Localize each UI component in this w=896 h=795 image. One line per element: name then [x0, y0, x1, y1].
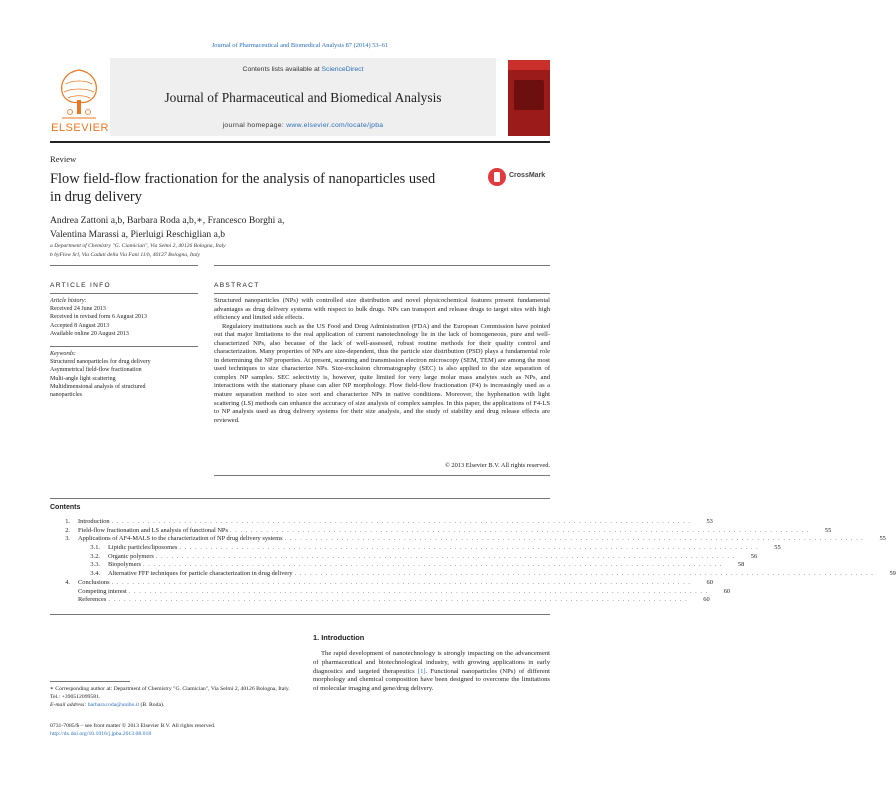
- footnote-rule: [50, 681, 130, 682]
- toc-page: 60: [723, 587, 731, 595]
- contents-rule-bottom: [50, 614, 550, 615]
- toc-number: 3.4.: [90, 570, 100, 578]
- toc-leader: . . . . . . . . . . . . . . . . . . . . . . . . . . . . . . . . . . . . . . . . . . . . . . . . . . . . . . . . . . . . . . . . . . . . . . . . . . . . . . . . . . . . . . . . . . . . . . . . . . . . . . . . . . . . . . . .: [284, 535, 864, 543]
- toc-page: 60: [706, 578, 713, 586]
- keywords-label: Keywords:: [50, 351, 76, 357]
- toc-leader: . . . . . . . . . . . . . . . . . . . . . . . . . . . . . . . . . . . . . . . . . . . . . . . . . . . . . . . . . . . . . . . . . . . . . . . . . . . . . . . . . . . . . . . . . . . . . . . . . . . . . . . . . . . . . . . .: [128, 587, 709, 595]
- keywords: [50, 350, 200, 399]
- toc-entry[interactable]: [50, 570, 896, 579]
- toc-leader: . . . . . . . . . . . . . . . . . . . . . . . . . . . . . . . . . . . . . . . . . . . . . . . . . . . . . . . . . . . . . . . . . . . . . . . . . . . . . . . . . . . . . . . . . . . . . . . . . . . . . . . . . . . . . . . .: [155, 552, 736, 560]
- toc-leader: . . . . . . . . . . . . . . . . . . . . . . . . . . . . . . . . . . . . . . . . . . . . . . . . . . . . . . . . . . . . . . . . . . . . . . . . . . . . . . . . . . . . . . . . . . . . . . . . . . . . . . . . . . . . . . . .: [111, 578, 691, 586]
- article-history: [50, 297, 200, 338]
- intro-text-before: The rapid development of nanotechnology is strongly impacting on the advancement of pharmaceutical and biotechnological industry, with growing applications in early diagnostics and targeted therapeutics: [313, 650, 550, 675]
- toc-leader: . . . . . . . . . . . . . . . . . . . . . . . . . . . . . . . . . . . . . . . . . . . . . . . . . . . . . . . . . . . . . . . . . . . . . . . . . . . . . . . . . . . . . . . . . . . . . . . . . . . . . . . . . . . . . . . .: [229, 526, 810, 534]
- author-list: [50, 214, 470, 242]
- keyword: nanoparticles: [50, 392, 82, 399]
- abstract-rule-2: [214, 293, 550, 294]
- toc-entry[interactable]: [50, 561, 745, 570]
- header-divider: [50, 141, 550, 143]
- toc-entry[interactable]: [50, 526, 832, 536]
- keyword: Structured nanoparticles for drug delivery: [50, 359, 151, 366]
- reference-link[interactable]: [1]: [417, 667, 426, 675]
- history-received: Received 24 June 2013: [50, 306, 106, 313]
- abstract-body: [214, 297, 550, 425]
- toc-number: 4.: [65, 578, 70, 586]
- authors-line-1: Andrea Zattoni a,b, Barbara Roda a,b,∗, Francesco Borghi a,: [50, 215, 285, 226]
- toc-entry[interactable]: [50, 587, 731, 597]
- toc-page: 55: [774, 544, 781, 552]
- keyword: Multi-angle light scattering: [50, 375, 116, 382]
- email-note: [50, 702, 290, 710]
- introduction-heading: 1. Introduction: [313, 633, 365, 642]
- sciencedirect-link[interactable]: ScienceDirect: [321, 66, 364, 73]
- toc-label: Conclusions: [70, 579, 112, 588]
- toc-label: Alternative FFF techniques for particle characterization in drug delivery: [100, 570, 295, 579]
- abstract-paragraph-2: Regulatory institutions such as the US Food and Drug Administration (FDA) and the European Commission have pointed out that major limitations to the real application of current nanotechnology lie in the lack of homogeneous, pure and well-characterized NPs, also because of the lack of well-assessed, robust routine methods for their quality control and characterization. Many properties of NPs are size-dependent, thus the particle size distribution (PSD) plays a fundamental role in determining the NP properties. At present, scanning and transmission electron microscopy (SEM, TEM) are among the most used techniques to size characterize NPs. Size-exclusion chromatography (SEC) is also applied to the size separation of complex NP samples. SEC selectivity is, however, quite limited for very large molar mass analytes such as NPs, and interactions with the stationary phase can alter NP morphology. Flow field-flow fractionation (F4) is increasingly used as a mature separation method to size sort and characterize NPs in native conditions. Moreover, the hyphenation with light scattering (LS) methods can enhance the accuracy of size analysis of complex samples. In this paper, the applications of F4-LS to NP analysis used as drug delivery systems for their size analysis, and the study of stability and drug release effects are reviewed.: [214, 322, 550, 424]
- homepage-prefix: journal homepage:: [222, 122, 287, 129]
- article-title: Flow field-flow fractionation for the analysis of nanoparticles used in drug delivery: [50, 171, 436, 205]
- toc-page: 55: [879, 535, 886, 543]
- introduction-paragraph: [313, 650, 550, 694]
- article-info-heading: ARTICLE INFO: [50, 282, 111, 289]
- contents-available-line: [110, 66, 496, 73]
- email-link[interactable]: barbara.roda@unibo.it: [87, 702, 140, 708]
- toc-label: Biopolymers: [100, 561, 143, 570]
- abstract-heading: ABSTRACT: [214, 282, 260, 289]
- crossmark-badge[interactable]: [488, 168, 550, 192]
- toc-page: 53: [706, 518, 713, 525]
- abstract-paragraph-1: Structured nanoparticles (NPs) with controlled size distribution and novel physicochemical features present fundamental advantages as drug delivery systems with respect to bulk drugs. NPs can transport and release drugs to target sites with high efficiency and limited side effects.: [214, 297, 550, 322]
- table-of-contents: [50, 518, 896, 605]
- toc-leader: . . . . . . . . . . . . . . . . . . . . . . . . . . . . . . . . . . . . . . . . . . . . . . . . . . . . . . . . . . . . . . . . . . . . . . . . . . . . . . . . . . . . . . . . . . . . . . . . . . . . . . . . . . . . . . . .: [179, 544, 759, 552]
- toc-page: 56: [750, 552, 758, 560]
- journal-homepage-line: [110, 122, 496, 129]
- toc-entry[interactable]: [50, 518, 713, 527]
- affiliation-b: b byFlow Srl, Via Caduti della Via Fani 11/b, 40127 Bologna, Italy: [50, 252, 201, 258]
- email-label: E-mail address:: [50, 702, 88, 708]
- toc-label: Competing interest: [50, 588, 129, 597]
- journal-cover-band: [508, 60, 550, 70]
- toc-entry[interactable]: [50, 578, 713, 588]
- history-revised: Received in revised form 6 August 2013: [50, 314, 147, 321]
- abstract-rule-top: [214, 265, 550, 266]
- corresponding-author-note: ∗ Corresponding author at: Department of Chemistry "G. Ciamician", Via Selmi 2, 40126 Bologna, Italy. Tel.: +390512099581.: [50, 686, 290, 700]
- toc-number: 2.: [65, 526, 70, 534]
- toc-leader: . . . . . . . . . . . . . . . . . . . . . . . . . . . . . . . . . . . . . . . . . . . . . . . . . . . . . . . . . . . . . . . . . . . . . . . . . . . . . . . . . . . . . . . . . . . . . . . . . . . . . . . . . . . . . . . .: [294, 570, 874, 578]
- authors-line-2: Valentina Marassi a, Pierluigi Reschiglian a,b: [50, 229, 226, 240]
- crossmark-icon: [488, 168, 506, 186]
- abstract-copyright: © 2013 Elsevier B.V. All rights reserved.: [444, 462, 550, 469]
- journal-title: Journal of Pharmaceutical and Biomedical Analysis: [164, 90, 442, 105]
- toc-number: 3.1.: [90, 544, 100, 552]
- toc-leader: . . . . . . . . . . . . . . . . . . . . . . . . . . . . . . . . . . . . . . . . . . . . . . . . . . . . . . . . . . . . . . . . . . . . . . . . . . . . . . . . . . . . . . . . . . . . . . . . . . . . . . . . . . . . . . . .: [111, 518, 691, 525]
- history-online: Available online 20 August 2013: [50, 330, 129, 337]
- email-suffix: (B. Roda).: [139, 702, 165, 708]
- journal-reference[interactable]: Journal of Pharmaceutical and Biomedical Analysis 87 (2014) 53–61: [211, 42, 389, 49]
- history-label: Article history:: [50, 298, 87, 304]
- info-rule-top: [50, 265, 198, 266]
- toc-entry[interactable]: [50, 535, 886, 544]
- toc-number: 3.2.: [90, 552, 100, 560]
- crossmark-label: CrossMark: [509, 172, 546, 179]
- info-rule-3: [50, 346, 198, 347]
- elsevier-wordmark: ELSEVIER: [51, 122, 109, 134]
- toc-page: 60: [703, 596, 710, 604]
- toc-label: Lipidic particles/liposomes: [100, 544, 179, 553]
- homepage-link[interactable]: www.elsevier.com/locate/jpba: [286, 122, 384, 129]
- contents-rule-top: [50, 498, 550, 499]
- doi-link[interactable]: http://dx.doi.org/10.1016/j.jpba.2013.08.018: [50, 731, 152, 737]
- toc-page: 55: [824, 526, 832, 534]
- keyword: Multidimensional analysis of structured: [50, 383, 146, 390]
- toc-number: 3.3.: [90, 561, 100, 569]
- section-label: Review: [50, 154, 77, 164]
- history-accepted: Accepted 8 August 2013: [50, 322, 110, 329]
- toc-label: References: [50, 596, 108, 605]
- toc-entry[interactable]: [50, 596, 710, 605]
- toc-label: Introduction: [70, 518, 112, 527]
- toc-entry[interactable]: [50, 552, 758, 562]
- contents-prefix: Contents lists available at: [242, 66, 322, 73]
- toc-entry[interactable]: [50, 544, 781, 553]
- abstract-rule-bottom: [214, 475, 550, 476]
- info-rule-2: [50, 293, 198, 294]
- affiliation-a: a Department of Chemistry "G. Ciamician", Via Selmi 2, 40126 Bologna, Italy: [50, 243, 226, 249]
- toc-page: 58: [737, 561, 745, 569]
- toc-page: 59: [889, 570, 896, 578]
- toc-label: Applications of AF4-MALS to the characterization of NP drug delivery systems: [70, 535, 285, 544]
- toc-number: 3.: [65, 535, 70, 543]
- intro-text-after: . Functional nanoparticles (NPs) of different morphology and chemical composition have been designed to overcome the limitations of molecular imaging and gene/drug delivery.: [313, 667, 550, 692]
- toc-label: Field-flow fractionation and LS analysis of functional NPs: [70, 527, 230, 536]
- toc-number: 1.: [65, 518, 70, 525]
- keyword: Asymmetrical field-flow fractionation: [50, 367, 142, 374]
- issn-line: 0731-7085/$ – see front matter © 2013 Elsevier B.V. All rights reserved.: [50, 723, 216, 729]
- toc-leader: . . . . . . . . . . . . . . . . . . . . . . . . . . . . . . . . . . . . . . . . . . . . . . . . . . . . . . . . . . . . . . . . . . . . . . . . . . . . . . . . . . . . . . . . . . . . . . . . . . . . . . . . . . . . . . . .: [143, 561, 723, 569]
- contents-heading: Contents: [50, 504, 81, 511]
- toc-leader: . . . . . . . . . . . . . . . . . . . . . . . . . . . . . . . . . . . . . . . . . . . . . . . . . . . . . . . . . . . . . . . . . . . . . . . . . . . . . . . . . . . . . . . . . . . . . . . . . . . . . . . . . . . . . . . .: [108, 596, 688, 604]
- journal-cover-artwork: [514, 80, 544, 110]
- toc-label: Organic polymers: [100, 553, 156, 562]
